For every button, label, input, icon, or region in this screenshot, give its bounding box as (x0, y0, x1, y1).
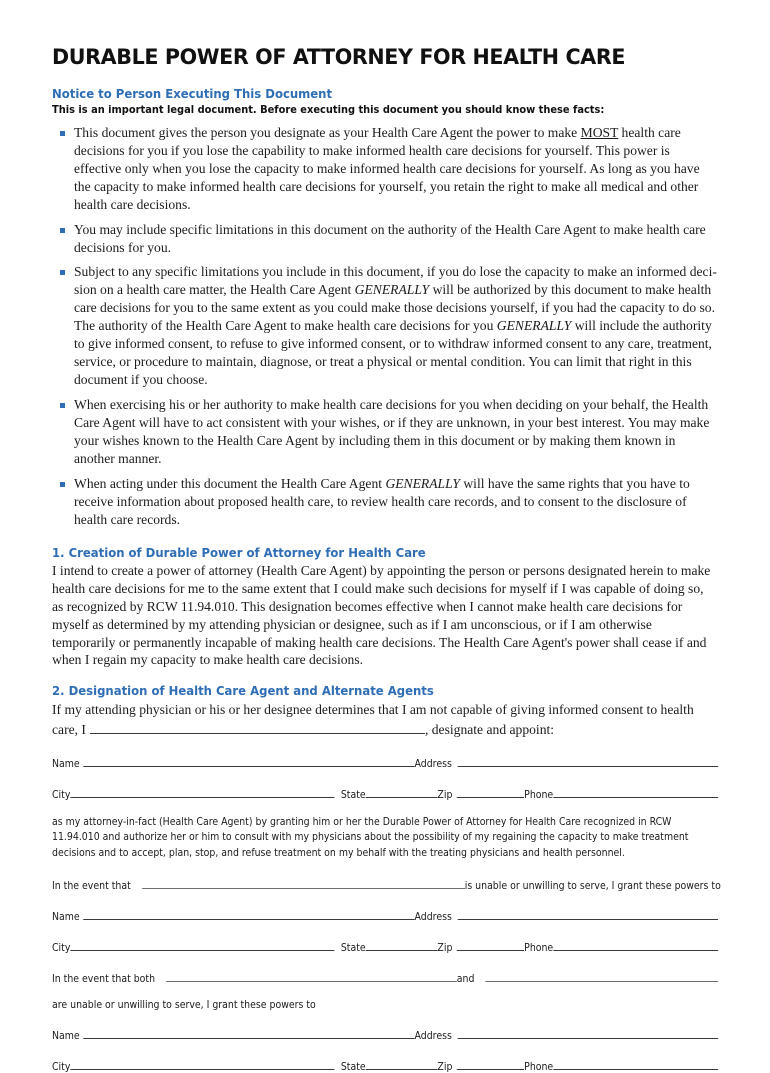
agent-name-row (52, 756, 718, 770)
alternate-1-name-label: Name (52, 912, 80, 924)
alternate-2-lead-row (52, 971, 718, 985)
fact-text: You may include specific limitations in this document on the authority of the Health Care Agent to make health care decisions for you. (74, 221, 706, 255)
emphasis-italic: GENERALLY (385, 475, 460, 491)
alternate-1-zip-label: Zip (437, 943, 453, 955)
principal-name-blank[interactable] (90, 722, 425, 734)
fact-item (52, 396, 718, 468)
notice-heading: Notice to Person Executing This Document (52, 85, 333, 101)
section-1 (52, 545, 718, 670)
alternate-2-zip-input[interactable] (457, 1059, 524, 1070)
emphasis-italic: GENERALLY (496, 318, 572, 334)
fact-text: When exercising his or her authority to make health care decisions for you when deciding on your behalf, the Health Care Agent will have to act consistent with your wishes, or if they are unknown, in your best interest. You may make your wishes known to the Health Care Agent by including them in this document or by making them known in another manner. (74, 397, 710, 466)
alternate-2-city-label: City (52, 1062, 71, 1073)
alternate-1-city-label: City (52, 943, 71, 955)
alternate-1-address-label: Address (414, 912, 452, 924)
section-2-intro-line-2 (52, 721, 718, 739)
facts-list (52, 124, 718, 529)
fact-text: will be authorized by this document to make health care decisions for you to the same extent as you could make those decisions yourself, if you had the capacity to do so. The authority of the Health Care Agent to make health care decisions for you (74, 282, 715, 334)
section-1-heading: 1. Creation of Durable Power of Attorney for Health Care (52, 544, 426, 560)
agent-zip-label: Zip (437, 789, 453, 801)
alternate-2-state-input[interactable] (366, 1059, 438, 1070)
emphasis-underline: MOST (580, 124, 619, 140)
section-2 (52, 683, 718, 738)
fact-text: will include the authority to give informed consent, to refuse to give informed consent, or to withdraw informed consent to any care, treatment, service, or procedure to maintain, diagnose, or treat a physical or mental condition. You can limit that right in this document if you choose. (74, 318, 712, 388)
agent-city-label: City (52, 789, 71, 801)
grant-paragraph: as my attorney-in-fact (Health Care Agent) by granting him or her the Durable Power of Attorney for Health Care recognized in RCW 11.94.010 and authorize her or him to consult with my physicians about the possibility of my regaining the capacity to make treatment decisions and to accept, plan, stop, and refuse treatment on my behalf with the treating physicians and health personnel. (52, 816, 689, 859)
alternate-1-state-input[interactable] (366, 940, 438, 951)
section-2-intro-line-1: If my attending physician or his or her designee determines that I am not capable of giving informed consent to health (52, 701, 694, 717)
alternate-2-city-input[interactable] (70, 1059, 334, 1070)
agent-phone-input[interactable] (553, 787, 718, 798)
alternate-2-phone-label: Phone (524, 1062, 554, 1073)
alternate-1-name-row (52, 909, 718, 923)
fact-text: When acting under this document the Health Care Agent (74, 475, 386, 491)
alternate-1-city-input[interactable] (70, 940, 334, 951)
fact-item (52, 221, 718, 257)
alternate-1-predecessor-input[interactable] (142, 878, 465, 889)
section-2-heading: 2. Designation of Health Care Agent and Alternate Agents (52, 683, 434, 699)
agent-name-input[interactable] (83, 756, 414, 767)
fact-text: health care decisions for you if you lose the capability to make informed health care decisions for yourself. This power is effective only when you lose the capacity to make informed health care decisions for yourself. As long as you have the capacity to make informed health care decisions for yourself, you retain the right to make all medical and other health care decisions. (74, 124, 700, 212)
alternate-2-name-row (52, 1028, 718, 1042)
alternate-2-name-input[interactable] (83, 1028, 414, 1039)
section-1-body: I intend to create a power of attorney (Health Care Agent) by appointing the person or persons designated herein to make health care decisions for me to the same extent that I could make such decisions for myself if I was capable of doing so, as recognized by RCW 11.94.010. This designation becomes effective when I cannot make health care decisions for myself as determined by my attending physician or designee, such as if I am unconscious, or if I am otherwise temporarily or permanently incapable of making health care decisions. The Health Care Agent's power shall cease if and when I regain my capacity to make health care decisions. (52, 563, 711, 668)
intro-prefix: care, I (52, 721, 86, 737)
agent-address-input[interactable] (457, 756, 718, 767)
agent-zip-input[interactable] (457, 787, 524, 798)
alternate-1-zip-input[interactable] (457, 940, 524, 951)
notice-subheading: This is an important legal document. Before executing this document you should know these facts: (52, 104, 605, 117)
alternate-1-state-label: State (340, 943, 366, 955)
agent-city-row (52, 787, 718, 801)
alternate-1-address-input[interactable] (457, 909, 718, 920)
alternate-2-name-label: Name (52, 1031, 80, 1043)
alternate-2-trailer-row (52, 1000, 718, 1011)
alternate-2-predecessor-2-input[interactable] (485, 971, 718, 982)
fact-item (52, 475, 718, 529)
agent-state-label: State (340, 789, 366, 801)
alternate-2-address-label: Address (414, 1031, 452, 1043)
agent-address-label: Address (414, 758, 452, 770)
agent-state-input[interactable] (366, 787, 438, 798)
alternate-2-predecessor-1-input[interactable] (166, 971, 457, 982)
alternate-1-lead-label: In the event that (52, 881, 131, 893)
fact-text: This document gives the person you designate as your Health Care Agent the power to make (74, 124, 581, 140)
fact-text: will have the same rights that you have to receive information about proposed health care, to review health care records, and to consent to the disclosure of health care records. (74, 475, 690, 527)
fact-item (52, 124, 718, 214)
alternate-2-joiner-label: and (456, 974, 475, 986)
agent-name-label: Name (52, 758, 80, 770)
alternate-2-zip-label: Zip (437, 1062, 453, 1073)
agent-phone-label: Phone (524, 789, 554, 801)
page-title: DURABLE POWER OF ATTORNEY FOR HEALTH CARE (52, 45, 626, 70)
fact-text: Subject to any specific limitations you include in this document, if you do lose the capacity to make an informed deci-sion on a health care matter, the Health Care Agent (74, 264, 717, 298)
form-area (52, 756, 721, 1073)
alternate-2-trailer-label: are unable or unwilling to serve, I grant these powers to (52, 1000, 316, 1012)
alternate-2-phone-input[interactable] (553, 1059, 718, 1070)
alternate-2-state-label: State (340, 1062, 366, 1073)
alternate-2-city-row (52, 1059, 718, 1073)
alternate-1-trailer-label: is unable or unwilling to serve, I grant these powers to (464, 881, 721, 893)
alternate-1-city-row (52, 940, 718, 954)
intro-suffix: , designate and appoint: (424, 721, 555, 737)
agent-city-input[interactable] (70, 787, 334, 798)
alternate-2-address-input[interactable] (457, 1028, 718, 1039)
emphasis-italic: GENERALLY (354, 282, 430, 298)
alternate-1-phone-label: Phone (524, 943, 554, 955)
alternate-1-name-input[interactable] (83, 909, 414, 920)
alternate-1-phone-input[interactable] (553, 940, 718, 951)
alternate-2-lead-label: In the event that both (52, 974, 156, 986)
alternate-1-lead-row (52, 878, 721, 893)
fact-item (52, 263, 718, 389)
